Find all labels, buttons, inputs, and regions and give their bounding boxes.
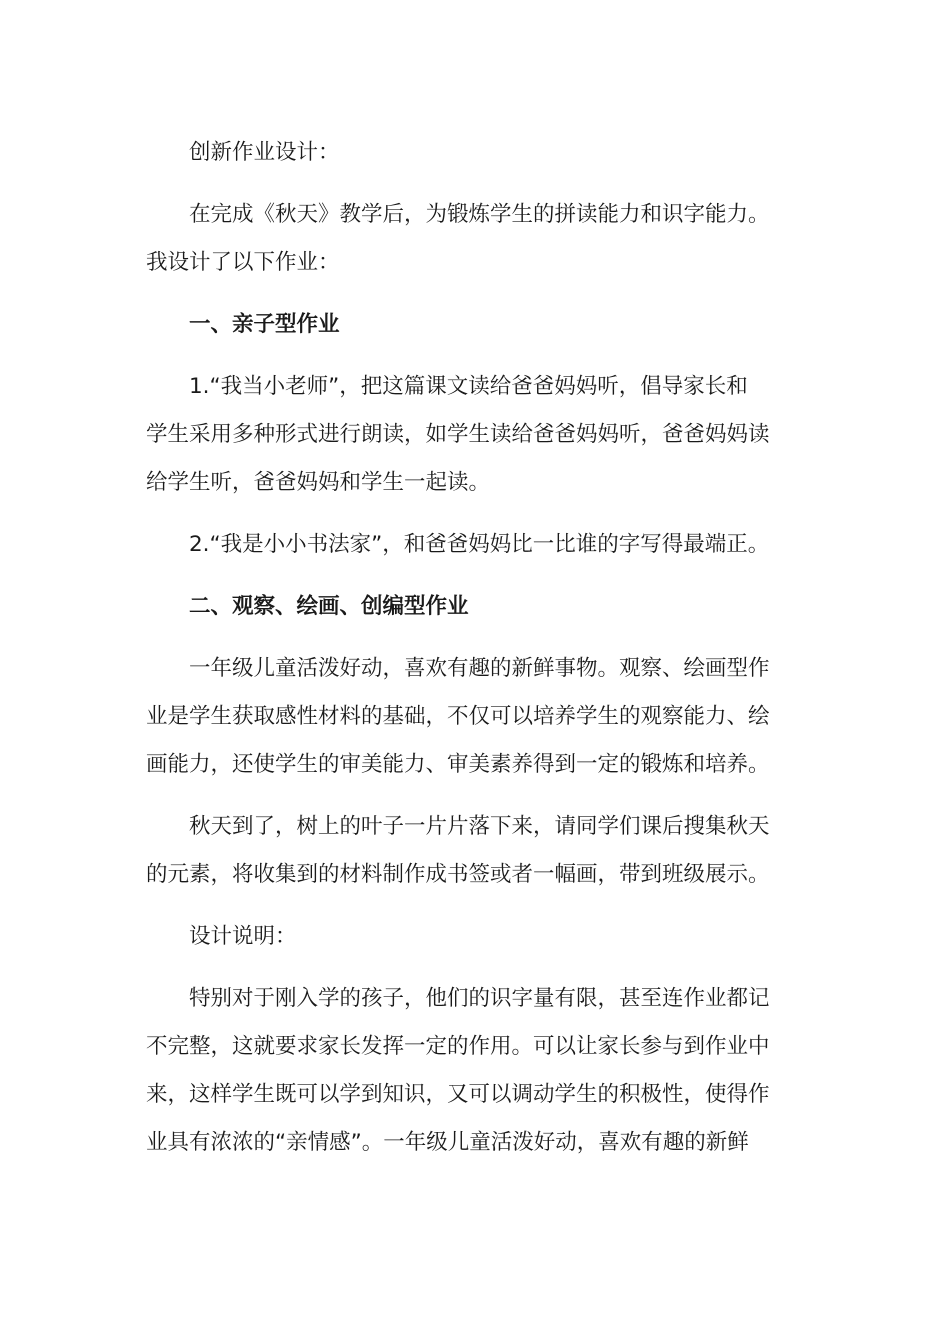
section2-para1-line-1: 一年级儿童活泼好动，喜欢有趣的新鲜事物。观察、绘画型作 <box>189 656 770 681</box>
doc-heading: 创新作业设计： <box>189 140 340 165</box>
section1-title: 一、亲子型作业 <box>189 312 340 337</box>
section1-item2: 2.“我是小小书法家”，和爸爸妈妈比一比谁的字写得最端正。 <box>189 532 770 557</box>
design-note-line-2: 不完整，这就要求家长发挥一定的作用。可以让家长参与到作业中 <box>146 1034 770 1059</box>
intro-line-2: 我设计了以下作业： <box>146 250 340 275</box>
section2-para1-line-2: 业是学生获取感性材料的基础，不仅可以培养学生的观察能力、绘 <box>146 704 770 729</box>
section2-para1-line-3: 画能力，还使学生的审美能力、审美素养得到一定的锻炼和培养。 <box>146 752 770 777</box>
section1-item1-line-2: 学生采用多种形式进行朗读，如学生读给爸爸妈妈听，爸爸妈妈读 <box>146 422 770 447</box>
section1-item1-line-3: 给学生听，爸爸妈妈和学生一起读。 <box>146 470 491 495</box>
design-note-line-1: 特别对于刚入学的孩子，他们的识字量有限，甚至连作业都记 <box>189 986 770 1011</box>
section1-item1-line-1: 1.“我当小老师”，把这篇课文读给爸爸妈妈听，倡导家长和 <box>189 374 748 399</box>
section2-title: 二、观察、绘画、创编型作业 <box>189 594 469 619</box>
section2-para2-line-1: 秋天到了，树上的叶子一片片落下来，请同学们课后搜集秋天 <box>189 814 770 839</box>
intro-line-1: 在完成《秋天》教学后，为锻炼学生的拼读能力和识字能力。 <box>189 202 770 227</box>
design-note-line-3: 来，这样学生既可以学到知识，又可以调动学生的积极性，使得作 <box>146 1082 770 1107</box>
design-note-line-4: 业具有浓浓的“亲情感”。一年级儿童活泼好动，喜欢有趣的新鲜 <box>146 1130 749 1155</box>
design-note-title: 设计说明： <box>189 924 297 949</box>
section2-para2-line-2: 的元素，将收集到的材料制作成书签或者一幅画，带到班级展示。 <box>146 862 770 887</box>
